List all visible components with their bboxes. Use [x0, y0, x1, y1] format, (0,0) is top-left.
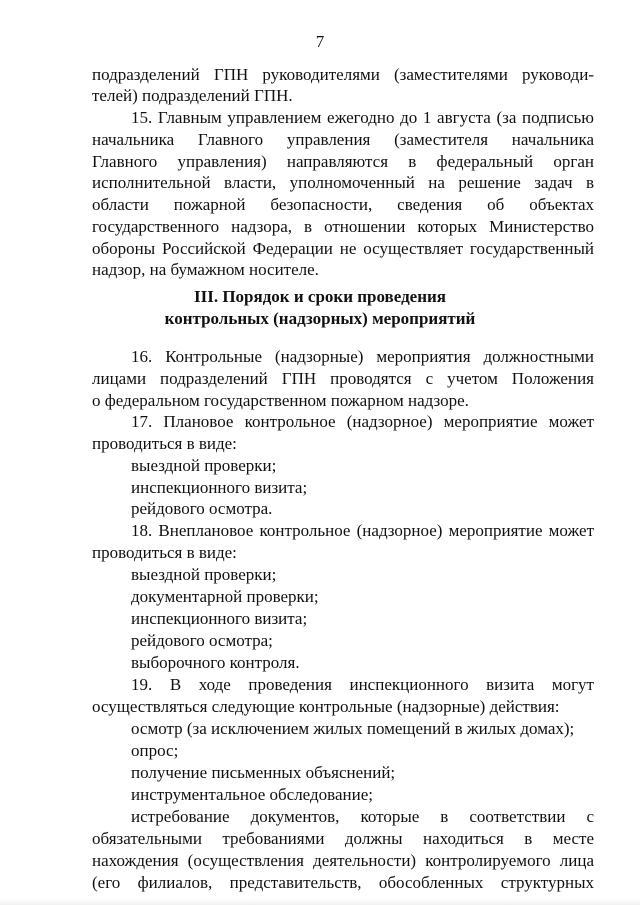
paragraph-14-line: подразделений ГПН руководителями (заместителями руководи-	[92, 65, 594, 84]
list-item: рейдового осмотра.	[131, 499, 273, 518]
paragraph-15-line: области пожарной безопасности, сведения об объектах	[92, 195, 594, 214]
paragraph-15-line: государственного надзора, в отношении которых Министерство	[92, 217, 594, 236]
paragraph-16-line: о федеральном государственном пожарном надзоре.	[92, 391, 469, 410]
paragraph-19-line: 19. В ходе проведения инспекционного визита могут	[131, 675, 594, 694]
paragraph-15-line: Главного управления) направляются в федеральный орган	[92, 152, 594, 171]
list-item: опрос;	[131, 741, 179, 760]
paragraph-15-line: начальника Главного управления (заместителя начальника	[92, 130, 594, 149]
list-item: выездной проверки;	[131, 456, 277, 475]
paragraph-17-line: проводиться в виде:	[92, 434, 237, 453]
paragraph-16-line: 16. Контрольные (надзорные) мероприятия должностными	[131, 347, 594, 366]
list-item-continuation: обязательными требованиями должны находиться в месте	[92, 829, 594, 848]
section-heading: III. Порядок и сроки проведения	[193, 287, 446, 306]
paragraph-15-line: надзор, на бумажном носителе.	[92, 260, 319, 279]
paragraph-15-line: исполнительной власти, уполномоченный на решение задач в	[92, 173, 594, 192]
paragraph-19-line: осуществляться следующие контрольные (надзорные) действия:	[92, 697, 560, 716]
section-heading: контрольных (надзорных) мероприятий	[164, 309, 476, 328]
page-number: 7	[315, 32, 325, 51]
list-item: осмотр (за исключением жилых помещений в жилых домах);	[131, 719, 575, 738]
paragraph-15-line: 15. Главным управлением ежегодно до 1 августа (за подписью	[131, 108, 594, 127]
paragraph-18-line: 18. Внеплановое контрольное (надзорное) мероприятие может	[131, 521, 594, 540]
paragraph-18-line: проводиться в виде:	[92, 543, 237, 562]
list-item: истребование документов, которые в соответствии с	[131, 807, 594, 826]
paragraph-15-line: обороны Российской Федерации не осуществляет государственный	[92, 239, 594, 258]
list-item: инструментальное обследование;	[131, 785, 373, 804]
paragraph-14-line: телей) подразделений ГПН.	[92, 86, 293, 105]
list-item: инспекционного визита;	[131, 478, 308, 497]
list-item: рейдового осмотра;	[131, 631, 273, 650]
paragraph-17-line: 17. Плановое контрольное (надзорное) мероприятие может	[131, 412, 594, 431]
paragraph-16-line: лицами подразделений ГПН проводятся с учетом Положения	[92, 369, 594, 388]
list-item: документарной проверки;	[131, 587, 319, 606]
list-item: выездной проверки;	[131, 565, 277, 584]
list-item: получение письменных объяснений;	[131, 763, 396, 782]
scan-edge	[0, 899, 640, 905]
list-item: выборочного контроля.	[131, 653, 300, 672]
list-item-continuation: (его филиалов, представительств, обособленных структурных	[92, 873, 594, 892]
list-item-continuation: нахождения (осуществления деятельности) контролируемого лица	[92, 851, 594, 870]
list-item: инспекционного визита;	[131, 609, 308, 628]
